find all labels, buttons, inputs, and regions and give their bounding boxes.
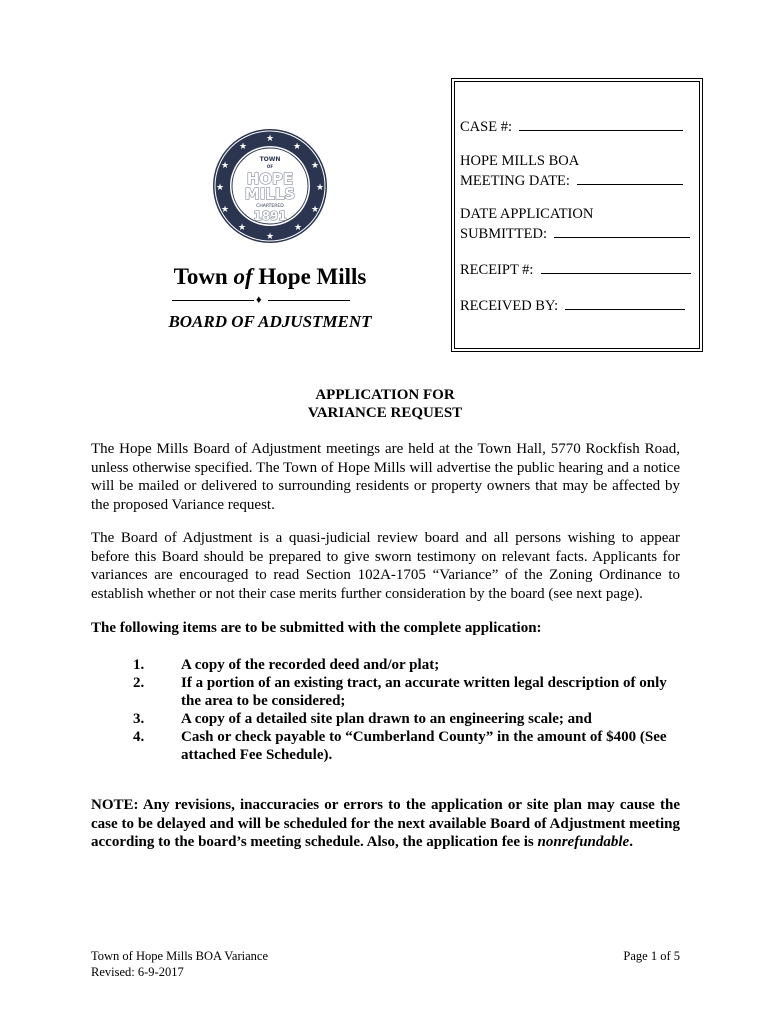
receipt-blank[interactable] — [541, 259, 691, 274]
list-item: 4. Cash or check payable to “Cumberland County” in the amount of $400 (See attached Fee Schedule). — [133, 729, 667, 763]
date-submitted-blank[interactable] — [554, 223, 690, 238]
application-title-line2: VARIANCE REQUEST — [307, 405, 463, 421]
svg-text:★: ★ — [215, 183, 225, 193]
board-subtitle: BOARD OF ADJUSTMENT — [168, 312, 372, 331]
receipt-field: RECEIPT #: — [460, 259, 691, 279]
board-paragraph: The Board of Adjustment is a quasi-judicial review board and all persons wishing to appear before this Board should be prepared to give sworn testimony on relevant facts. Applicants for variances are encouraged to read Section 102A-1705 “Variance” of the Zoning Ordinance to establish whether or not their case merits further consideration by the board (see next page). — [91, 530, 680, 602]
svg-text:★: ★ — [310, 161, 320, 171]
svg-text:HOPE: HOPE — [246, 170, 294, 188]
footer-page-number: Page 1 of 5 — [623, 949, 680, 963]
svg-text:OF: OF — [266, 164, 274, 169]
case-number-blank[interactable] — [519, 116, 683, 131]
meeting-date-blank[interactable] — [577, 170, 683, 185]
svg-text:★: ★ — [292, 142, 302, 152]
svg-text:★: ★ — [238, 142, 248, 152]
svg-text:★: ★ — [265, 232, 275, 242]
case-number-field: CASE #: — [460, 116, 683, 136]
date-submitted-field: DATE APPLICATION SUBMITTED: — [460, 205, 690, 243]
svg-text:★: ★ — [315, 183, 325, 193]
svg-text:TOWN: TOWN — [259, 156, 281, 163]
town-title-pre: Town — [173, 264, 234, 289]
footer-revised-date: Revised: 6-9-2017 — [91, 965, 184, 979]
svg-text:★: ★ — [220, 161, 230, 171]
svg-text:★: ★ — [293, 223, 303, 233]
received-by-blank[interactable] — [565, 295, 685, 310]
svg-text:★: ★ — [310, 205, 320, 215]
items-heading: The following items are to be submitted with the complete application: — [91, 620, 542, 636]
svg-text:★: ★ — [237, 223, 247, 233]
town-seal-logo — [212, 128, 328, 244]
list-item: 2. If a portion of an existing tract, an accurate written legal description of only the area to be considered; — [133, 675, 667, 709]
nonrefundable-emphasis: nonrefundable — [537, 834, 630, 850]
received-by-field: RECEIVED BY: — [460, 295, 685, 315]
footer-doc-info — [91, 948, 268, 980]
requirements-list — [91, 656, 691, 764]
meeting-date-field: HOPE MILLS BOA MEETING DATE: — [460, 152, 683, 190]
town-title-of: of — [233, 264, 253, 289]
office-use-box — [451, 78, 703, 352]
svg-text:★: ★ — [220, 205, 230, 215]
town-title — [120, 264, 420, 290]
footer-doc-name: Town of Hope Mills BOA Variance — [91, 949, 268, 963]
svg-text:★: ★ — [265, 134, 275, 144]
note-paragraph: NOTE: Any revisions, inaccuracies or errors to the application or site plan may cause the case to be delayed and will be scheduled for the next available Board of Adjustment meeting according to the board’s meeting schedule. Also, the application fee is nonrefundable. — [91, 797, 680, 850]
intro-paragraph: The Hope Mills Board of Adjustment meetings are held at the Town Hall, 5770 Rockfish Road, unless otherwise specified. The Town of Hope Mills will advertise the public hearing and a notice will be mailed or delivered to surrounding residents or property owners that may be affected by the proposed Variance request. — [91, 441, 680, 513]
application-title-line1: APPLICATION FOR — [315, 387, 455, 403]
town-title-post: Hope Mills — [252, 264, 367, 289]
svg-text:1891: 1891 — [253, 209, 287, 223]
svg-text:MILLS: MILLS — [244, 185, 296, 203]
title-divider: ♦ — [172, 294, 350, 308]
list-item: 1. A copy of the recorded deed and/or plat; — [133, 657, 440, 673]
svg-text:CHARTERED: CHARTERED — [256, 204, 284, 209]
list-item: 3. A copy of a detailed site plan drawn to an engineering scale; and — [133, 711, 592, 727]
